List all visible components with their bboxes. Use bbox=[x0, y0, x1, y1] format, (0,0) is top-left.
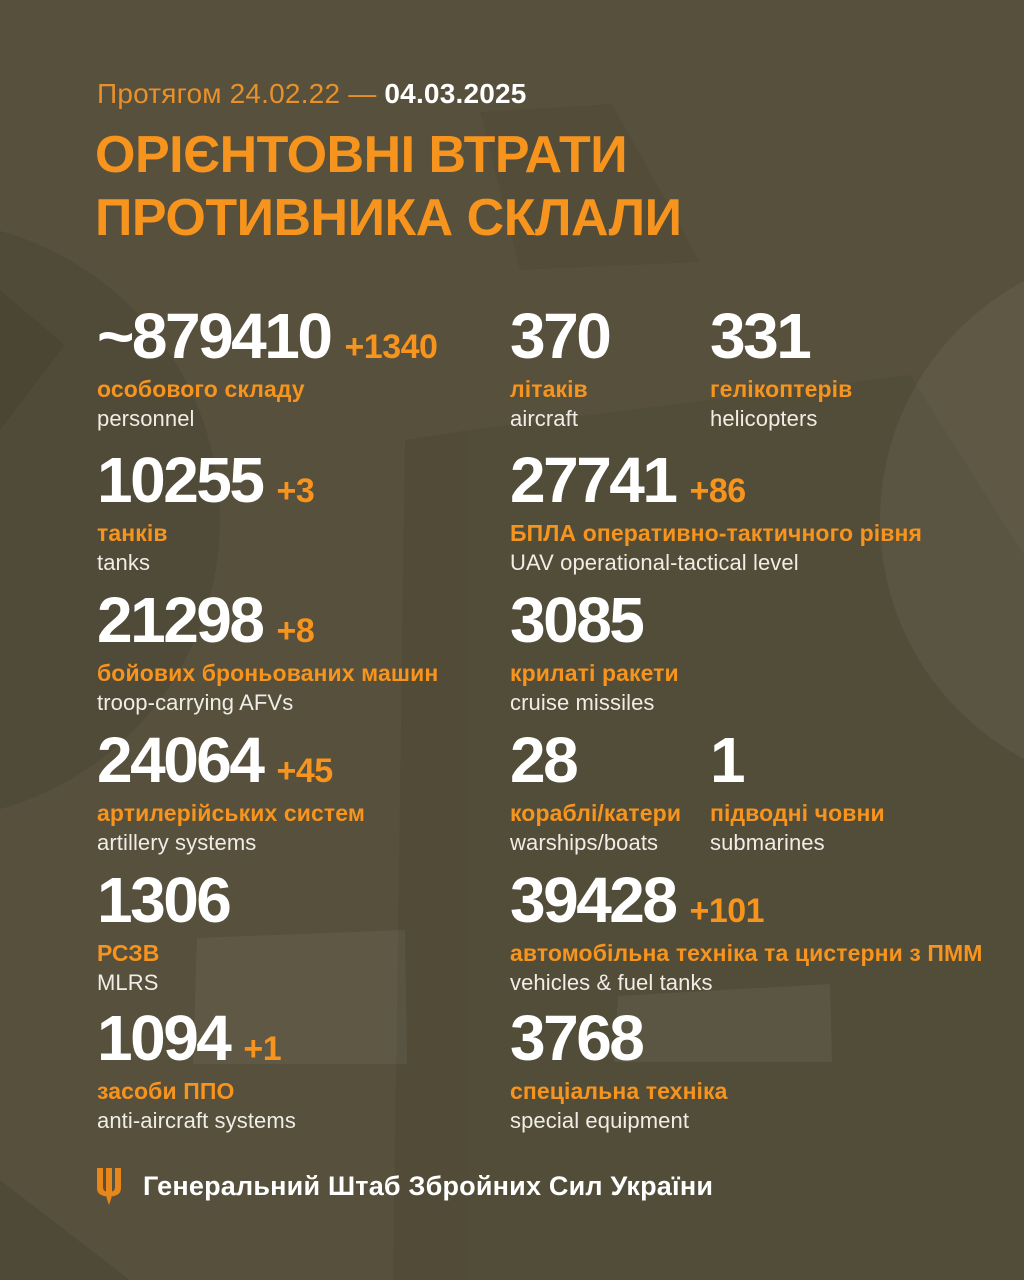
stat-delta: +3 bbox=[276, 472, 315, 510]
stat-cell bbox=[97, 724, 510, 856]
stat-value: 370 bbox=[510, 300, 610, 372]
stat-number-line bbox=[97, 300, 510, 372]
stat-label-ua: літаків bbox=[510, 376, 588, 402]
stat-number-line bbox=[710, 724, 984, 796]
stat-value: 39428 bbox=[510, 864, 676, 936]
stat-value: ~879410 bbox=[97, 300, 331, 372]
stat-value: 21298 bbox=[97, 584, 263, 656]
stat-label-ua: БПЛА оперативно-тактичного рівня bbox=[510, 520, 922, 546]
stat-number-line bbox=[97, 1002, 510, 1074]
stat-number-line bbox=[510, 300, 710, 372]
stat-label-ua: автомобільна техніка та цистерни з ПММ bbox=[510, 940, 983, 966]
stat-label-en: UAV operational-tactical level bbox=[510, 550, 799, 575]
stat-label-ua: засоби ППО bbox=[97, 1078, 235, 1104]
stat-cell bbox=[97, 864, 510, 996]
stat-cell bbox=[97, 584, 510, 716]
stat-label-en: personnel bbox=[97, 406, 195, 431]
stat-delta: +45 bbox=[276, 752, 333, 790]
stat-label-ua: особового складу bbox=[97, 376, 305, 402]
stat-number-line bbox=[510, 864, 984, 936]
stat-label-en: troop-carrying AFVs bbox=[97, 690, 294, 715]
stat-label-ua: спеціальна техніка bbox=[510, 1078, 728, 1104]
stat-number-line bbox=[510, 584, 984, 656]
stat-delta: +101 bbox=[689, 892, 765, 930]
period-prefix: Протягом 24.02.22 — bbox=[97, 78, 377, 109]
stat-label-en: warships/boats bbox=[510, 830, 659, 855]
stat-delta: +86 bbox=[689, 472, 746, 510]
stat-number-line bbox=[97, 864, 510, 936]
stat-cell bbox=[510, 724, 710, 856]
stat-label-ua: РСЗВ bbox=[97, 940, 160, 966]
stat-row bbox=[97, 864, 984, 996]
stat-value: 3085 bbox=[510, 584, 643, 656]
stat-label-en: helicopters bbox=[710, 406, 818, 431]
trident-icon bbox=[97, 1168, 121, 1205]
stat-cell bbox=[510, 864, 984, 996]
stat-value: 1 bbox=[710, 724, 744, 796]
stat-label-en: tanks bbox=[97, 550, 151, 575]
stat-row bbox=[97, 584, 984, 716]
stat-label-ua: танків bbox=[97, 520, 168, 546]
stat-cell bbox=[510, 584, 984, 716]
stat-label-en: submarines bbox=[710, 830, 825, 855]
stat-value: 1306 bbox=[97, 864, 230, 936]
stat-row bbox=[97, 444, 984, 576]
stat-value: 10255 bbox=[97, 444, 263, 516]
stat-number-line bbox=[510, 724, 710, 796]
stat-label-en: special equipment bbox=[510, 1108, 690, 1133]
stat-value: 3768 bbox=[510, 1002, 643, 1074]
stat-cell bbox=[97, 444, 510, 576]
stat-row bbox=[97, 724, 984, 856]
title-line-1: ОРІЄНТОВНІ ВТРАТИ bbox=[95, 126, 628, 184]
stat-number-line bbox=[510, 444, 984, 516]
stat-value: 28 bbox=[510, 724, 577, 796]
stat-value: 27741 bbox=[510, 444, 676, 516]
stat-label-ua: кораблі/катери bbox=[510, 800, 682, 826]
footer bbox=[97, 1168, 713, 1205]
stat-label-en: anti-aircraft systems bbox=[97, 1108, 296, 1133]
stat-number-line bbox=[97, 584, 510, 656]
stat-cell bbox=[510, 1002, 984, 1134]
stat-row bbox=[97, 300, 984, 432]
stats-grid bbox=[97, 0, 984, 1280]
stat-label-en: MLRS bbox=[97, 970, 159, 995]
stat-cell bbox=[97, 1002, 510, 1134]
stat-value: 24064 bbox=[97, 724, 263, 796]
stat-label-ua: артилерійських систем bbox=[97, 800, 365, 826]
period-date: 04.03.2025 bbox=[384, 78, 527, 109]
stat-label-en: cruise missiles bbox=[510, 690, 655, 715]
stat-cell bbox=[97, 300, 510, 432]
stat-cell bbox=[710, 724, 984, 856]
stat-label-ua: бойових броньованих машин bbox=[97, 660, 439, 686]
stat-delta: +1 bbox=[243, 1030, 282, 1068]
stat-row bbox=[97, 1002, 984, 1134]
stat-number-line bbox=[97, 724, 510, 796]
footer-org-name: Генеральний Штаб Збройних Сил України bbox=[143, 1171, 714, 1201]
stat-number-line bbox=[97, 444, 510, 516]
stat-label-en: vehicles & fuel tanks bbox=[510, 970, 713, 995]
stat-delta: +1340 bbox=[344, 328, 438, 366]
stat-cell bbox=[510, 300, 710, 432]
title-line-2: ПРОТИВНИКА СКЛАЛИ bbox=[95, 189, 682, 247]
stat-label-ua: гелікоптерів bbox=[710, 376, 853, 402]
stat-label-en: artillery systems bbox=[97, 830, 257, 855]
stat-delta: +8 bbox=[276, 612, 315, 650]
stat-number-line bbox=[710, 300, 984, 372]
stat-label-en: aircraft bbox=[510, 406, 579, 431]
stat-label-ua: крилаті ракети bbox=[510, 660, 679, 686]
stat-value: 331 bbox=[710, 300, 810, 372]
stat-cell bbox=[710, 300, 984, 432]
stat-cell bbox=[510, 444, 984, 576]
stat-label-ua: підводні човни bbox=[710, 800, 885, 826]
stat-value: 1094 bbox=[97, 1002, 230, 1074]
stat-number-line bbox=[510, 1002, 984, 1074]
